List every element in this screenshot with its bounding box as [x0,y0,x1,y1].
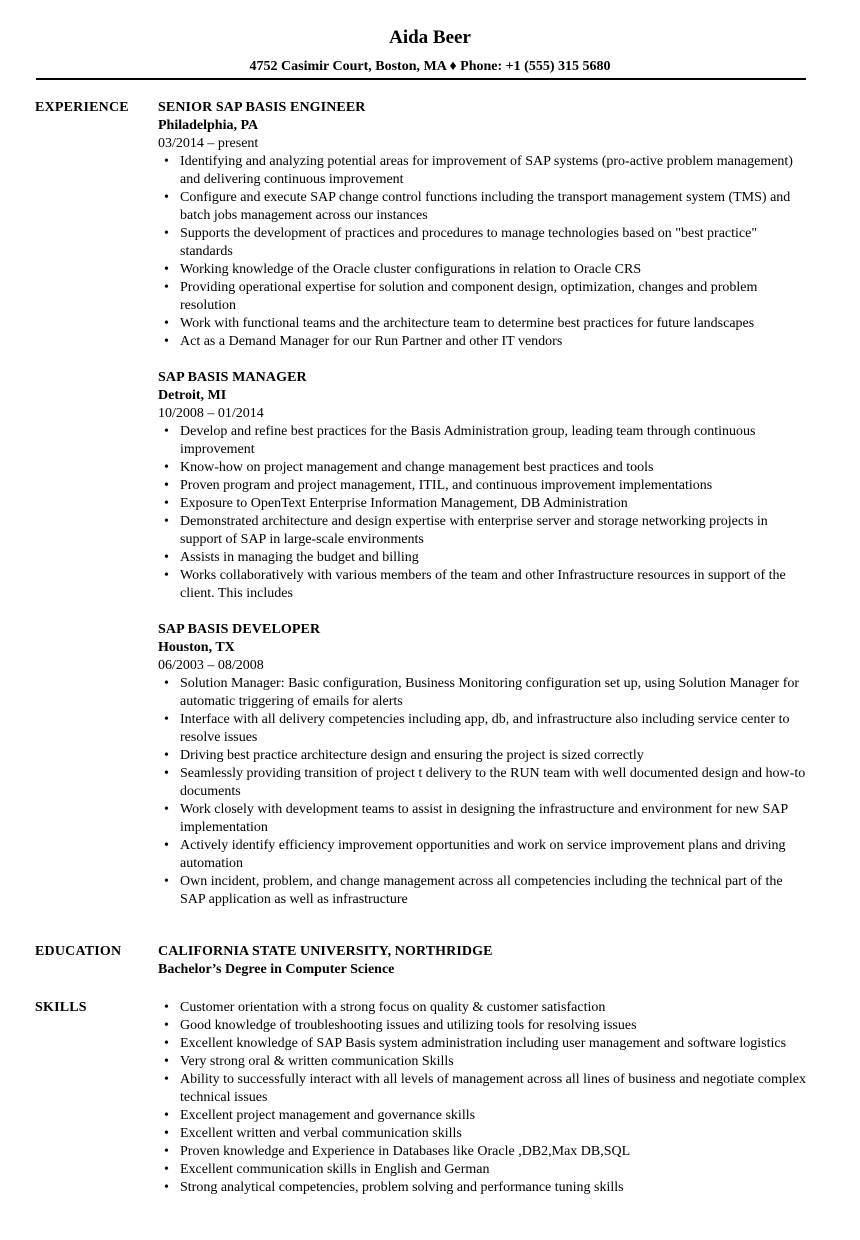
job-title: SAP BASIS MANAGER [158,370,307,385]
list-item: • Very strong oral & written communication Skills [158,1053,808,1071]
list-item: • Proven program and project management, ITIL, and continuous improvement implementations [158,477,808,495]
list-item: • Good knowledge of troubleshooting issues and utilizing tools for resolving issues [158,1017,808,1035]
list-item: • Excellent written and verbal communication skills [158,1125,808,1143]
list-item: • Driving best practice architecture design and ensuring the project is sized correctly [158,747,808,765]
list-item: • Supports the development of practices and procedures to manage technologies based on "best practice" standards [158,225,808,261]
list-item: • Excellent knowledge of SAP Basis system administration including user management and software logistics [158,1035,808,1053]
list-item: • Solution Manager: Basic configuration, Business Monitoring configuration set up, using Solution Manager for automatic triggering of emails for alerts [158,675,808,711]
list-item: • Strong analytical competencies, problem solving and performance tuning skills [158,1179,808,1197]
list-item: • Works collaboratively with various members of the team and other Infrastructure resources in support of the client. This includes [158,567,808,603]
section-label-experience: EXPERIENCE [35,100,129,115]
degree-name: Bachelor’s Degree in Computer Science [158,962,395,977]
skills-list [158,999,808,1197]
job-dates: 03/2014 – present [158,136,259,151]
list-item: • Proven knowledge and Experience in Databases like Oracle ,DB2,Max DB,SQL [158,1143,808,1161]
list-item: • Seamlessly providing transition of project t delivery to the RUN team with well documented design and how-to documents [158,765,808,801]
list-item: • Configure and execute SAP change control functions including the transport management system (TMS) and batch jobs management across our instances [158,189,808,225]
list-item: • Customer orientation with a strong focus on quality & customer satisfaction [158,999,808,1017]
list-item: • Working knowledge of the Oracle cluster configurations in relation to Oracle CRS [158,261,808,279]
job-bullets [158,675,808,909]
job-bullets [158,153,808,351]
list-item: • Excellent project management and governance skills [158,1107,808,1125]
list-item: • Excellent communication skills in English and German [158,1161,808,1179]
list-item: • Identifying and analyzing potential areas for improvement of SAP systems (pro-active problem management) and delivering continuous improvement [158,153,808,189]
job-location: Detroit, MI [158,388,227,403]
header-divider [36,78,806,80]
list-item: • Exposure to OpenText Enterprise Information Management, DB Administration [158,495,808,513]
list-item: • Know-how on project management and change management best practices and tools [158,459,808,477]
job-dates: 10/2008 – 01/2014 [158,406,264,421]
list-item: • Demonstrated architecture and design expertise with enterprise server and storage networking projects in support of SAP in large-scale environments [158,513,808,549]
school-name: CALIFORNIA STATE UNIVERSITY, NORTHRIDGE [158,944,493,959]
job-bullets [158,423,808,603]
job-location: Houston, TX [158,640,235,655]
section-label-education: EDUCATION [35,944,122,959]
list-item: • Ability to successfully interact with all levels of management across all lines of business and negotiate complex technical issues [158,1071,808,1107]
job-location: Philadelphia, PA [158,118,259,133]
list-item: • Providing operational expertise for solution and component design, optimization, changes and problem resolution [158,279,808,315]
list-item: • Actively identify efficiency improvement opportunities and work on service improvement plans and driving automation [158,837,808,873]
list-item: • Interface with all delivery competencies including app, db, and infrastructure also including service center to resolve issues [158,711,808,747]
section-label-skills: SKILLS [35,1000,87,1015]
job-entry [158,99,808,351]
job-dates: 06/2003 – 08/2008 [158,658,264,673]
job-entry [158,369,808,603]
job-title: SENIOR SAP BASIS ENGINEER [158,100,366,115]
list-item: • Act as a Demand Manager for our Run Partner and other IT vendors [158,333,808,351]
job-title: SAP BASIS DEVELOPER [158,622,321,637]
candidate-name: Aida Beer [389,27,471,48]
list-item: • Work closely with development teams to assist in designing the infrastructure and environment for new SAP implementation [158,801,808,837]
list-item: • Assists in managing the budget and billing [158,549,808,567]
list-item: • Own incident, problem, and change management across all competencies including the technical part of the SAP application as well as infrastructure [158,873,808,909]
job-entry [158,621,808,909]
list-item: • Work with functional teams and the architecture team to determine best practices for future landscapes [158,315,808,333]
contact-line: 4752 Casimir Court, Boston, MA ♦ Phone: +1 (555) 315 5680 [249,59,611,74]
list-item: • Develop and refine best practices for the Basis Administration group, leading team through continuous improvement [158,423,808,459]
